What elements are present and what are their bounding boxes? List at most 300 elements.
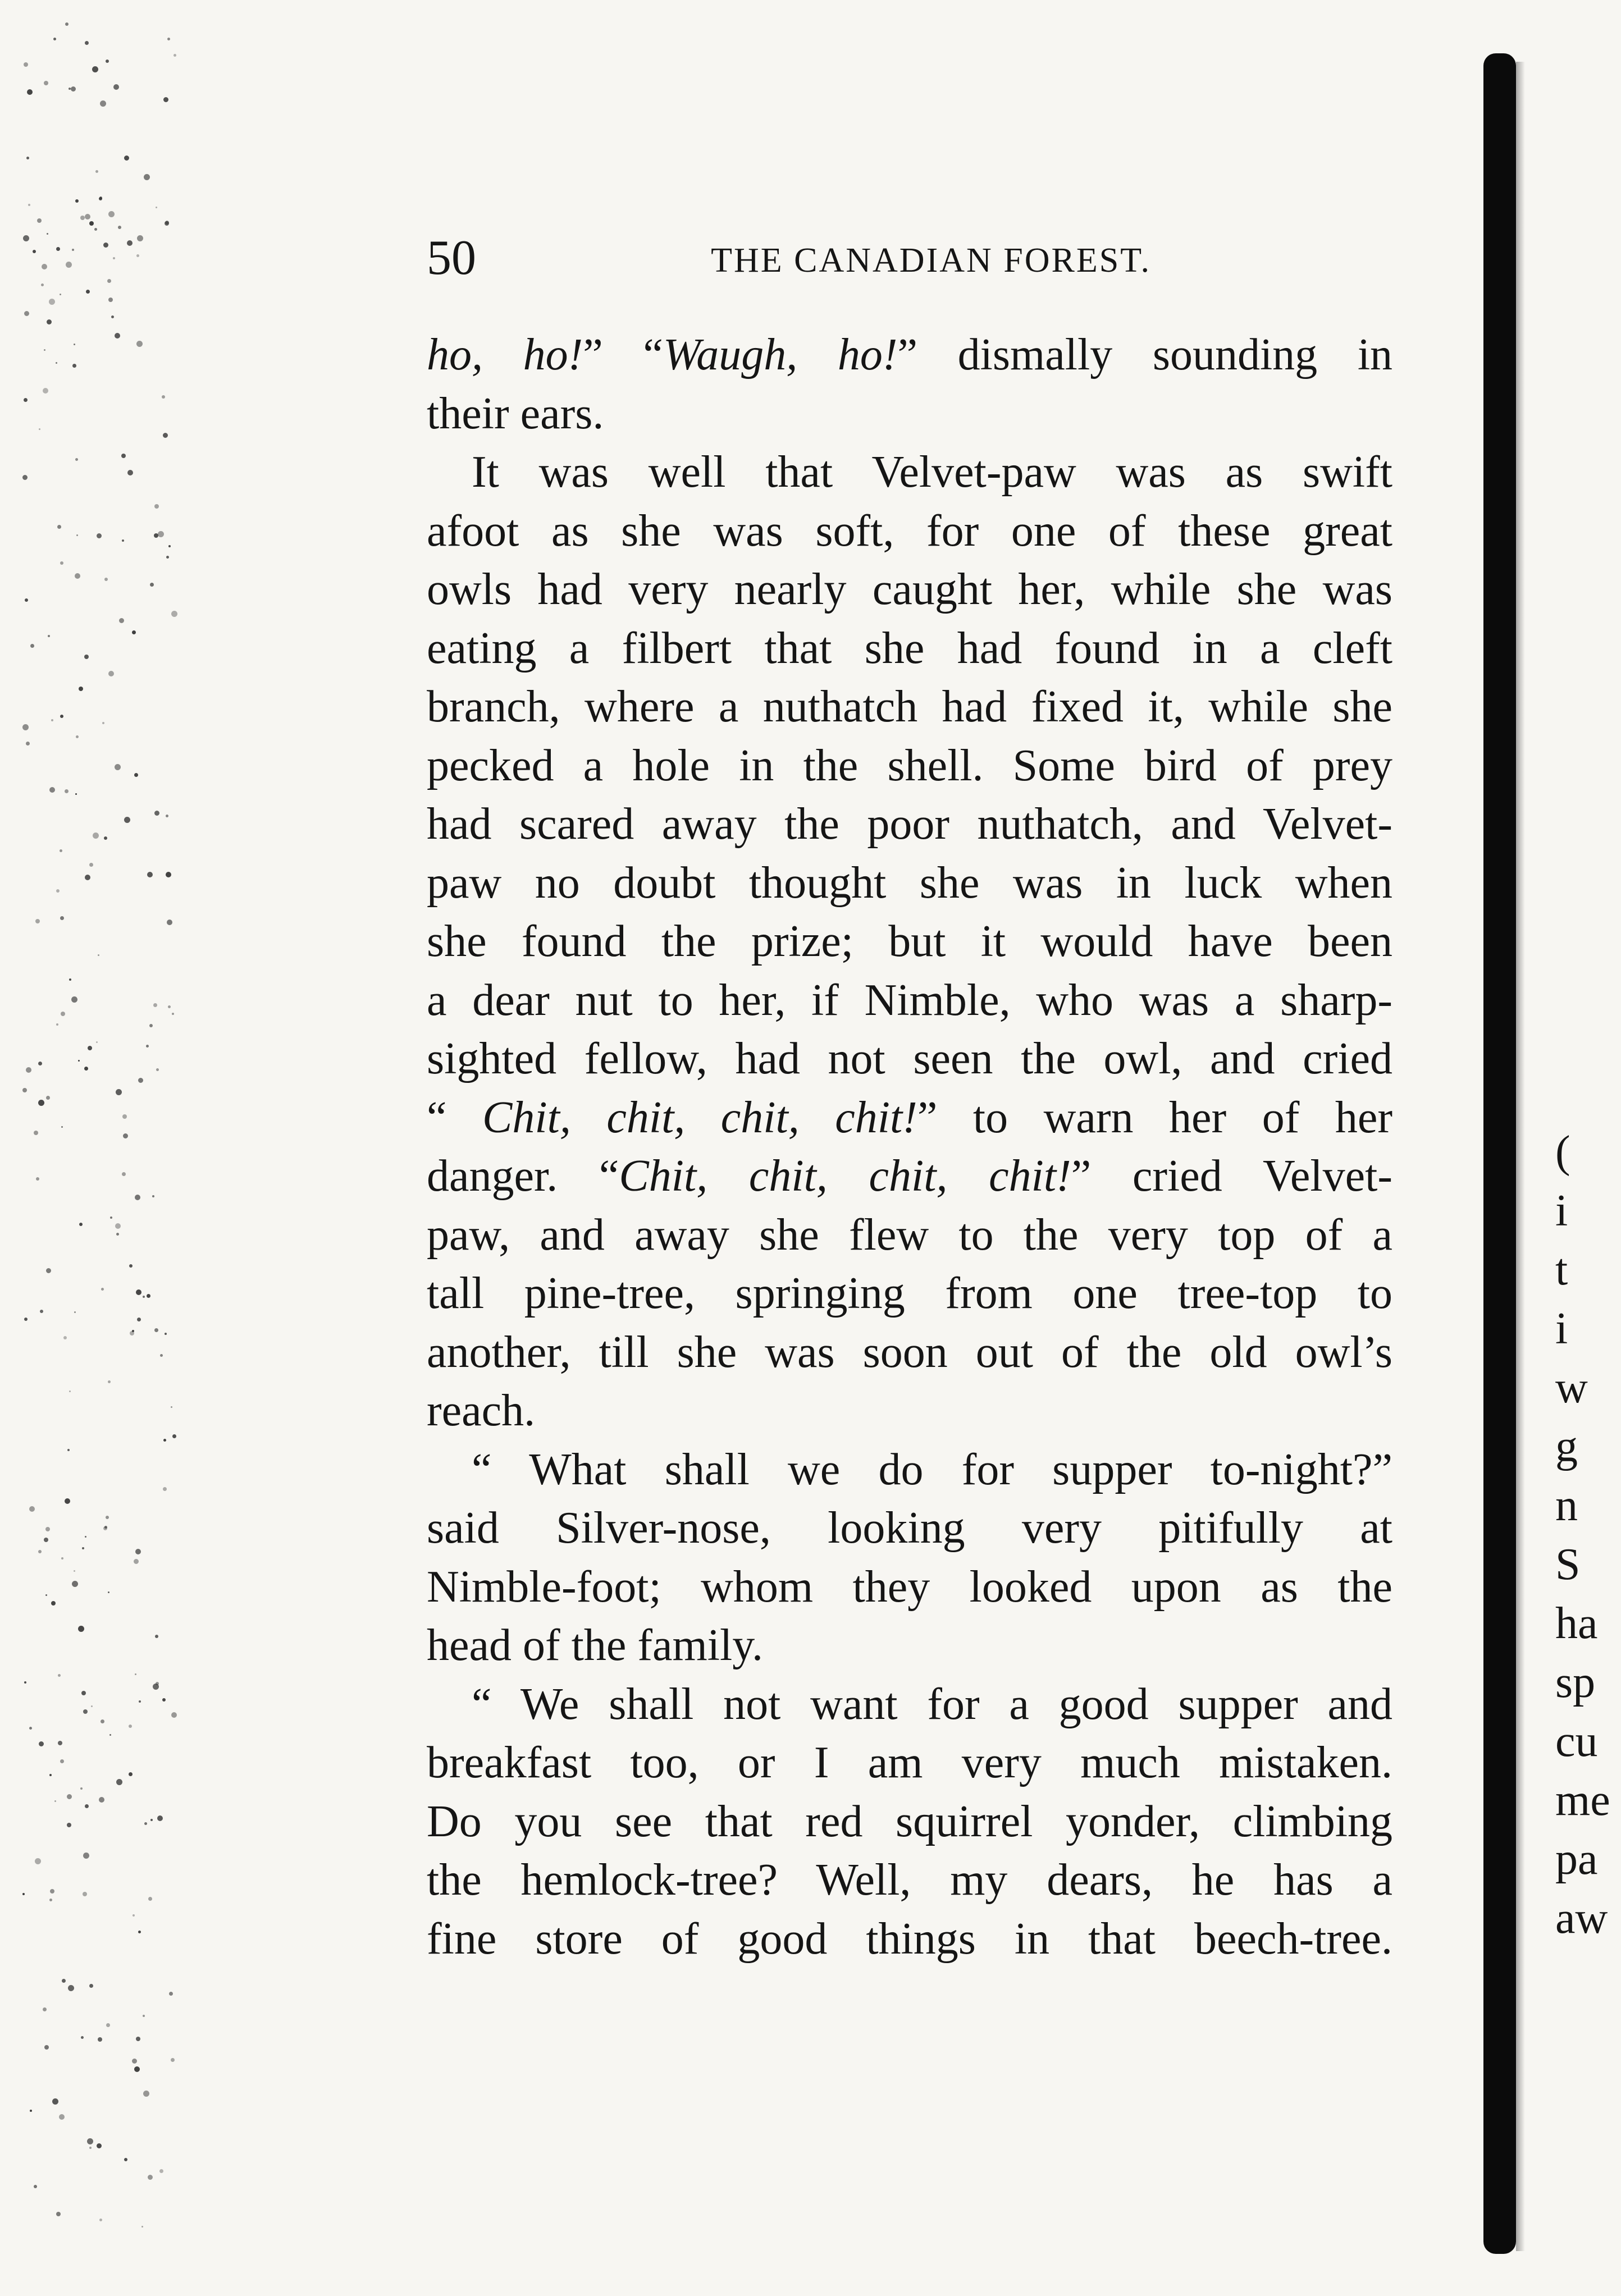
speckle [166,872,171,877]
speckle [172,1434,176,1438]
speckle [47,319,52,324]
speckle [99,1797,104,1803]
facing-fragment: t [1555,1245,1568,1295]
speckle [166,556,169,559]
speckle [136,2037,140,2041]
speckle [119,618,124,623]
speckle [91,1705,93,1707]
speckle [80,1787,83,1790]
speckle [108,671,114,676]
speckle [51,1601,56,1606]
speckle [87,2138,93,2144]
speckle [67,1823,71,1827]
speckle [44,1538,48,1542]
speckle [56,889,60,893]
speckle [104,578,108,581]
speckle [85,875,90,880]
speckle [89,863,93,867]
speckle [56,2212,61,2216]
text-line [427,678,1392,737]
speckle [143,2091,149,2097]
speckle [34,1131,38,1135]
speckle [173,54,176,57]
speckle [116,1089,122,1095]
speckle [97,2143,102,2148]
speckle [169,1992,173,1996]
speckle [67,1794,72,1799]
speckle [30,2110,32,2112]
speckle [44,2045,49,2050]
speckle [86,290,90,294]
gutter-speckles [22,22,185,2268]
speckle [92,66,98,72]
speckle [150,583,154,587]
speckle [121,454,126,458]
speckle [129,1772,133,1776]
text-line [427,1323,1392,1382]
speckle [99,196,102,199]
speckle [22,1893,25,1895]
speckle [89,2147,92,2149]
text-line [427,443,1392,502]
text-segment: their ears. [427,388,604,438]
speckle [134,1559,139,1564]
speckle [25,598,28,602]
text-line [427,1792,1392,1851]
speckle [65,22,69,26]
speckle [96,1041,98,1043]
speckle [135,1549,141,1554]
text-segment: pecked a hole in the shell. Some bird of prey [427,740,1392,790]
text-segment: she found the prize; but it would have been [427,917,1392,966]
speckle [44,349,45,351]
speckle [71,86,76,92]
speckle [116,1779,122,1785]
speckle [171,1406,172,1408]
speckle [115,764,121,770]
speckle [60,849,62,852]
text-segment: fine store of good things in that beech-tree. [427,1914,1392,1964]
speckle [85,1536,86,1538]
speckle [49,299,55,305]
speckle [38,1100,44,1106]
speckle [127,470,133,475]
text-segment: paw, and away she flew to the very top of a [427,1210,1392,1260]
facing-fragment: pa [1555,1835,1598,1884]
speckle [159,2169,163,2173]
speckle [56,362,57,364]
speckle [88,1046,92,1050]
speckle [157,1815,163,1821]
speckle [33,250,36,253]
speckle [85,41,89,45]
speckle [75,793,77,795]
facing-fragment: n [1555,1481,1578,1530]
speckle [24,62,28,67]
speckle [61,1012,65,1016]
text-line [427,1030,1392,1088]
speckle [82,1547,84,1549]
speckle [38,1550,42,1553]
speckle [57,525,61,529]
text-segment: ” cried Velvet- [1071,1151,1392,1201]
speckle [24,1318,28,1321]
text-segment: afoot as she was soft, for one of these great [427,506,1392,556]
speckle [150,1819,153,1821]
speckle [137,1318,141,1321]
text-segment: branch, where a nuthatch had fixed it, while she [427,682,1392,731]
speckle [127,240,133,246]
speckle [156,207,157,208]
speckle [137,235,143,241]
facing-fragment: me [1555,1776,1610,1825]
text-segment: breakfast too, or I am very much mistaken. [427,1738,1392,1787]
text-segment: ” to warn her of her [917,1092,1392,1142]
text-line [427,795,1392,854]
text-segment: “ We shall not want for a good supper and [472,1679,1392,1729]
speckle [158,531,164,537]
text-line [427,1382,1392,1440]
speckle [113,257,115,259]
speckle [104,1526,107,1529]
speckle [75,573,80,579]
facing-fragment: cu [1555,1717,1598,1766]
speckle [154,811,159,816]
speckle [72,364,76,368]
text-line [427,1734,1392,1792]
speckle [29,1506,35,1512]
speckle [72,1581,78,1587]
speckle [75,199,79,203]
text-line [427,971,1392,1030]
speckle [61,1126,63,1128]
text-line [427,737,1392,795]
speckle [107,279,111,283]
speckle [136,254,139,257]
speckle [46,1268,51,1273]
text-line [427,1206,1392,1265]
facing-fragment: i [1555,1304,1568,1353]
speckle [135,1673,136,1675]
speckle [40,1310,43,1313]
speckle [56,1023,58,1026]
speckle [99,2219,102,2221]
text-segment: reach. [427,1386,536,1435]
speckle [22,475,28,480]
speckle [155,1635,158,1638]
speckle [44,81,48,85]
text-segment: Do you see that red squirrel yonder, climbing [427,1796,1392,1846]
speckle [168,1005,171,1008]
speckle [143,2015,145,2017]
facing-fragment: ha [1555,1599,1598,1648]
text-line [427,1440,1392,1499]
text-segment: eating a filbert that she had found in a cleft [427,623,1392,673]
speckle [49,1774,52,1776]
speckle [78,1626,84,1632]
text-segment: danger. “ [427,1151,619,1201]
text-segment: sighted fellow, had not seen the owl, and cried [427,1034,1392,1083]
text-segment: the hemlock-tree? Well, my dears, he has a [427,1855,1392,1905]
italic-segment: Waugh, ho! [663,330,898,379]
speckle [146,1045,149,1048]
speckle [108,211,115,217]
speckle [110,1216,112,1219]
body-text [427,326,1392,1968]
binding-edge [1483,53,1516,2254]
speckle [28,204,30,206]
speckle [43,388,48,394]
speckle [163,97,168,102]
speckle [45,1594,47,1596]
speckle [24,398,28,402]
speckle [65,789,69,793]
speckle [43,2007,47,2011]
speckle [69,978,71,981]
speckle [78,1060,80,1062]
text-segment: tall pine-tree, springing from one tree-top to [427,1269,1392,1318]
text-segment: “ [427,1092,483,1142]
speckle [85,1804,89,1808]
speckle [71,996,77,1003]
text-segment: a dear nut to her, if Nimble, who was a sharp- [427,975,1392,1025]
text-line [427,1088,1392,1147]
text-segment: It was well that Velvet-paw was as swift [472,447,1392,497]
speckle [147,872,153,877]
speckle [130,1331,134,1335]
speckle [98,2037,102,2042]
speckle [124,2158,127,2161]
facing-fragment: sp [1555,1658,1596,1707]
speckle [165,221,169,226]
speckle [35,919,40,923]
speckle [79,1223,83,1226]
text-line [427,326,1392,385]
speckle [60,561,63,565]
speckle [141,2226,143,2228]
speckle [69,1391,71,1392]
speckle [122,1114,127,1119]
text-line [427,1499,1392,1558]
text-segment: had scared away the poor nuthatch, and Velvet- [427,799,1392,849]
speckle [147,1294,150,1298]
speckle [47,233,48,235]
speckle [101,1719,104,1723]
speckle [115,333,120,339]
speckle [122,539,124,542]
speckle [37,218,42,223]
speckle [135,1195,140,1200]
speckle [138,1078,143,1083]
speckle [153,1003,157,1007]
speckle [56,247,60,251]
speckle [103,243,108,248]
speckle [89,1984,93,1988]
speckle [29,1727,32,1730]
speckle [26,157,29,159]
speckle [97,533,102,538]
speckle [136,341,143,347]
text-line [427,854,1392,913]
speckle [98,954,99,956]
running-title: THE CANADIAN FOREST. [711,241,1151,280]
speckle [113,84,119,90]
text-segment: “ What shall we do for supper to-night?” [472,1444,1392,1494]
text-line [427,502,1392,561]
speckle [81,1691,86,1695]
speckle [72,249,74,251]
speckle [163,1439,166,1442]
text-line [427,1264,1392,1323]
text-line [427,1558,1392,1617]
speckle [26,742,30,745]
speckle [49,1899,52,1901]
speckle [108,298,113,302]
speckle [139,1700,141,1703]
speckle [129,1264,133,1268]
speckle [95,170,98,173]
speckle [106,2023,110,2027]
text-line [427,1616,1392,1675]
text-line [427,912,1392,971]
speckle [93,833,99,839]
speckle [108,1591,109,1593]
speckle [65,1498,70,1504]
speckle [162,1698,166,1702]
speckle [84,655,89,659]
speckle [22,724,29,730]
speckle [76,534,78,536]
speckle [124,817,130,823]
text-segment: owls had very nearly caught her, while she was [427,565,1392,614]
facing-page-edge [1555,0,1621,2296]
speckle [81,2036,84,2039]
binding-shadow [1516,62,1525,2251]
speckle [144,174,150,180]
speckle [80,216,85,220]
speckle [149,1024,153,1027]
running-head [427,230,1151,286]
speckle [163,1487,167,1491]
text-segment: ” “ [583,330,663,379]
speckle [52,2098,58,2105]
speckle [74,1570,75,1572]
speckle [83,1853,89,1859]
text-segment: ” dismally sounding in [897,330,1393,379]
speckle [165,1333,167,1335]
text-line [427,560,1392,619]
speckle [62,1979,66,1983]
speckle [132,2059,137,2064]
speckle [79,687,83,691]
italic-segment: Chit, chit, chit, chit! [619,1151,1071,1201]
speckle [144,1822,147,1825]
speckle [76,735,79,738]
speckle [66,262,72,268]
speckle [85,214,90,219]
speckle [154,504,159,509]
speckle [50,1889,54,1893]
text-segment: Nimble-foot; whom they looked upon as the [427,1562,1392,1612]
speckle [45,1527,50,1531]
text-segment: head of the family. [427,1621,764,1670]
text-segment: paw no doubt thought she was in luck when [427,858,1392,908]
italic-segment: Chit, chit, chit, chit! [482,1092,917,1142]
facing-fragment: i [1555,1186,1568,1236]
speckle [167,920,172,925]
speckle [116,1233,119,1236]
speckle [48,635,50,637]
speckle [42,264,47,269]
speckle [148,2175,153,2180]
speckle [74,1311,76,1313]
text-line [427,1147,1392,1206]
facing-fragment: S [1555,1540,1581,1589]
speckle [67,1449,70,1451]
speckle [60,715,63,718]
speckle [109,1734,111,1736]
speckle [41,283,44,286]
speckle [84,1067,88,1071]
text-line [427,1851,1392,1910]
speckle [167,38,170,40]
speckle [53,38,56,40]
facing-fragment: g [1555,1422,1578,1471]
text-line [427,1675,1392,1734]
speckle [74,344,75,345]
speckle [138,1931,141,1933]
speckle [124,155,129,161]
speckle [54,1800,56,1802]
speckle [162,395,165,399]
speckle [160,1354,163,1357]
speckle [104,836,107,840]
text-line [427,1910,1392,1969]
speckle [89,221,94,226]
text-segment: said Silver-nose, looking very pitifully at [427,1503,1392,1553]
speckle [60,1759,64,1763]
facing-fragment: w [1555,1363,1588,1412]
speckle [23,235,29,241]
text-line [427,619,1392,678]
speckle [106,60,109,63]
speckle [38,1062,42,1065]
speckle [132,630,136,634]
speckle [171,1712,177,1718]
speckle [171,611,177,617]
speckle [75,458,78,461]
speckle [152,1195,154,1197]
text-line [427,385,1392,443]
speckle [46,1096,50,1100]
speckle [134,773,138,777]
speckle [68,1985,74,1991]
speckle [63,1336,67,1339]
speckle [24,311,29,316]
speckle [60,916,64,920]
speckle [59,2114,65,2120]
page-number: 50 [427,231,476,285]
speckle [172,1013,174,1015]
speckle [148,1897,152,1901]
speckle [171,2058,175,2062]
speckle [123,1133,128,1138]
speckle [136,1289,141,1295]
speckle [58,1674,61,1677]
speckle [30,644,34,648]
speckle [83,1892,87,1896]
speckle [51,719,53,721]
